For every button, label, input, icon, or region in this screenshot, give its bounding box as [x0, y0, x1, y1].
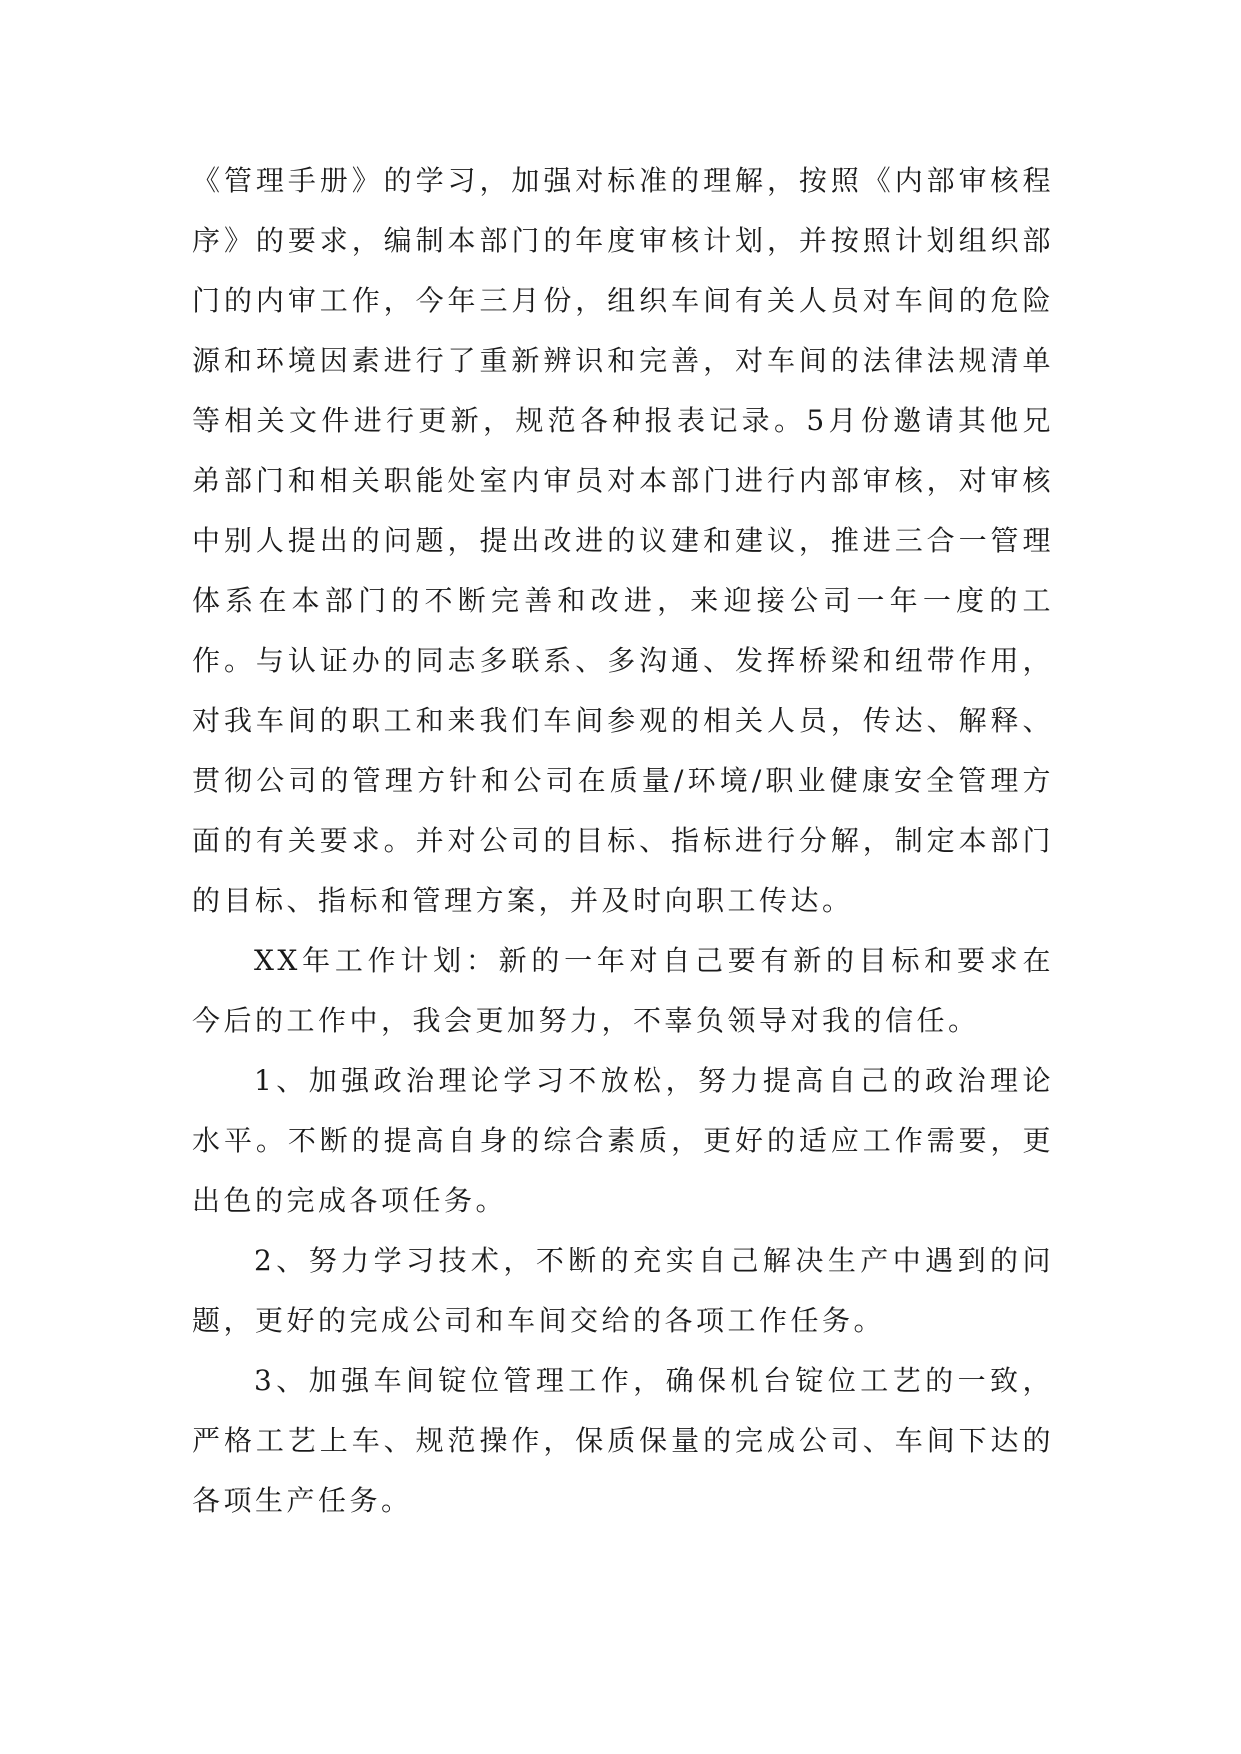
paragraph-plan-item-1: 1、加强政治理论学习不放松，努力提高自己的政治理论水平。不断的提高自身的综合素质，更好的适应工作需要，更出色的完成各项任务。 [192, 1064, 1054, 1217]
document-body [192, 151, 1054, 1531]
paragraph-plan-item-2: 2、努力学习技术，不断的充实自己解决生产中遇到的问题，更好的完成公司和车间交给的各项工作任务。 [192, 1244, 1054, 1337]
paragraph-plan-item-3: 3、加强车间锭位管理工作，确保机台锭位工艺的一致，严格工艺上车、规范操作，保质保量的完成公司、车间下达的各项生产任务。 [192, 1364, 1054, 1517]
paragraph-management-review: 《管理手册》的学习，加强对标准的理解，按照《内部审核程序》的要求，编制本部门的年度审核计划，并按照计划组织部门的内审工作，今年三月份，组织车间有关人员对车间的危险源和环境因素进行了重新辨识和完善，对车间的法律法规清单等相关文件进行更新，规范各种报表记录。5月份邀请其他兄弟部门和相关职能处室内审员对本部门进行内部审核，对审核中别人提出的问题，提出改进的议建和建议，推进三合一管理体系在本部门的不断完善和改进，来迎接公司一年一度的工作。与认证办的同志多联系、多沟通、发挥桥梁和纽带作用，对我车间的职工和来我们车间参观的相关人员，传达、解释、贯彻公司的管理方针和公司在质量/环境/职业健康安全管理方面的有关要求。并对公司的目标、指标进行分解，制定本部门的目标、指标和管理方案，并及时向职工传达。 [192, 164, 1054, 917]
paragraph-work-plan-intro: XX年工作计划：新的一年对自己要有新的目标和要求在今后的工作中，我会更加努力，不辜负领导对我的信任。 [192, 944, 1054, 1037]
